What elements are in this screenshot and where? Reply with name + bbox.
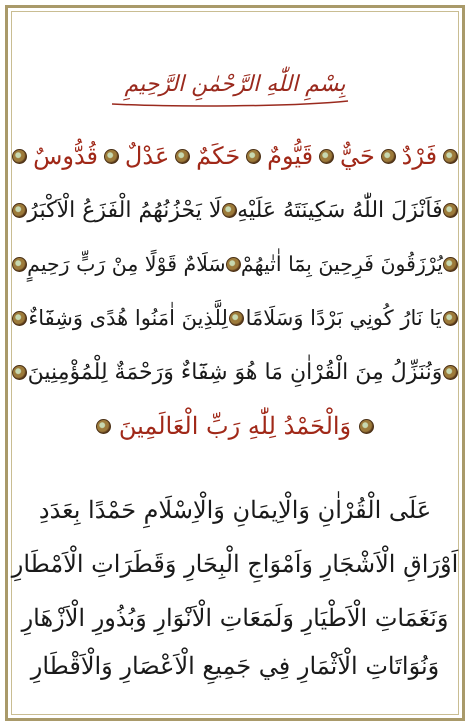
prayer-text: وَنَغَمَاتِ الْاَطْيَارِ وَلَمَعَاتِ الْاَنْوَارِ وَبُذُورِ الْاَزْهَارِ bbox=[21, 604, 449, 632]
prayer-line-2 bbox=[12, 546, 458, 582]
verse-segment: فَاَنْزَلَ اللّٰهُ سَكِينَتَهُ عَلَيْهِ bbox=[237, 197, 443, 223]
bismillah-calligraphy bbox=[0, 72, 470, 97]
prayer-line-3 bbox=[12, 600, 458, 636]
bismillah-text: بِسْمِ اللّٰهِ الرَّحْمٰنِ الرَّحِيمِ bbox=[124, 72, 346, 97]
closing-line bbox=[12, 408, 458, 444]
name-item: حَكَمٌ bbox=[196, 142, 241, 170]
verse-segment: يُرْزَقُونَ فَرِحِينَ بِمَٓا اٰتٰيهُمْ bbox=[240, 252, 443, 276]
prayer-text: اَوْرَاقِ الْاَشْجَارِ وَاَمْوَاجِ الْبِحَارِ وَقَطَرَاتِ الْاَمْطَارِ bbox=[11, 550, 459, 578]
bead-ornament-icon bbox=[443, 257, 458, 272]
prayer-text: عَلَى الْقُرْاٰنِ وَالْاِيمَانِ وَالْاِسْلَامِ حَمْدًا بِعَدَدِ bbox=[38, 496, 432, 524]
prayer-line-1 bbox=[12, 492, 458, 528]
bead-ornament-icon bbox=[443, 311, 458, 326]
bead-ornament-icon bbox=[443, 203, 458, 218]
bead-ornament-icon bbox=[104, 149, 119, 164]
bead-ornament-icon bbox=[12, 365, 27, 380]
bead-ornament-icon bbox=[381, 149, 396, 164]
verse-segment: لِلَّذِينَ اٰمَنُوا هُدًى وَشِفَٓاءٌ bbox=[28, 306, 228, 330]
bead-ornament-icon bbox=[319, 149, 334, 164]
name-item: فَرْدٌ bbox=[401, 142, 438, 170]
verse-segment: لَا يَحْزُنُهُمُ الْفَزَعُ الْاَكْبَرُ bbox=[27, 197, 222, 223]
bead-ornament-icon bbox=[96, 419, 111, 434]
calligraphy-swash-icon bbox=[110, 98, 350, 108]
divine-names-line bbox=[12, 138, 458, 174]
verse-line-4 bbox=[12, 354, 458, 390]
bead-ornament-icon bbox=[229, 311, 244, 326]
verse-line-2 bbox=[12, 246, 458, 282]
bead-ornament-icon bbox=[222, 203, 237, 218]
bead-ornament-icon bbox=[246, 149, 261, 164]
prayer-line-4 bbox=[12, 648, 458, 684]
name-item: قَيُّومٌ bbox=[267, 142, 314, 170]
bead-ornament-icon bbox=[443, 149, 458, 164]
bead-ornament-icon bbox=[175, 149, 190, 164]
verse-segment: سَلَامٌ قَوْلًا مِنْ رَبٍّ رَحِيمٍ bbox=[27, 252, 226, 276]
prayer-text: وَنُوَاتَاتِ الْاَثْمَارِ فِي جَمِيعِ الْاَعْصَارِ وَالْاَقْطَارِ bbox=[30, 652, 440, 680]
bead-ornament-icon bbox=[443, 365, 458, 380]
bead-ornament-icon bbox=[226, 257, 241, 272]
verse-segment: يَا نَارُ كُونِي بَرْدًا وَسَلَامًا bbox=[245, 306, 442, 330]
bead-ornament-icon bbox=[12, 257, 27, 272]
bead-ornament-icon bbox=[12, 311, 27, 326]
bead-ornament-icon bbox=[12, 203, 27, 218]
verse-segment: وَنُنَزِّلُ مِنَ الْقُرْاٰنِ مَا هُوَ شِفَٓاءٌ وَرَحْمَةٌ لِلْمُؤْمِنِينَ bbox=[27, 359, 443, 385]
name-item: حَيٌّ bbox=[339, 142, 375, 170]
bead-ornament-icon bbox=[12, 149, 27, 164]
name-item: عَدْلٌ bbox=[124, 142, 170, 170]
verse-line-3 bbox=[12, 300, 458, 336]
closing-text: وَالْحَمْدُ لِلّٰهِ رَبِّ الْعَالَمِينَ bbox=[118, 412, 352, 440]
verse-line-1 bbox=[12, 192, 458, 228]
bead-ornament-icon bbox=[359, 419, 374, 434]
name-item: قُدُّوسٌ bbox=[33, 142, 99, 170]
